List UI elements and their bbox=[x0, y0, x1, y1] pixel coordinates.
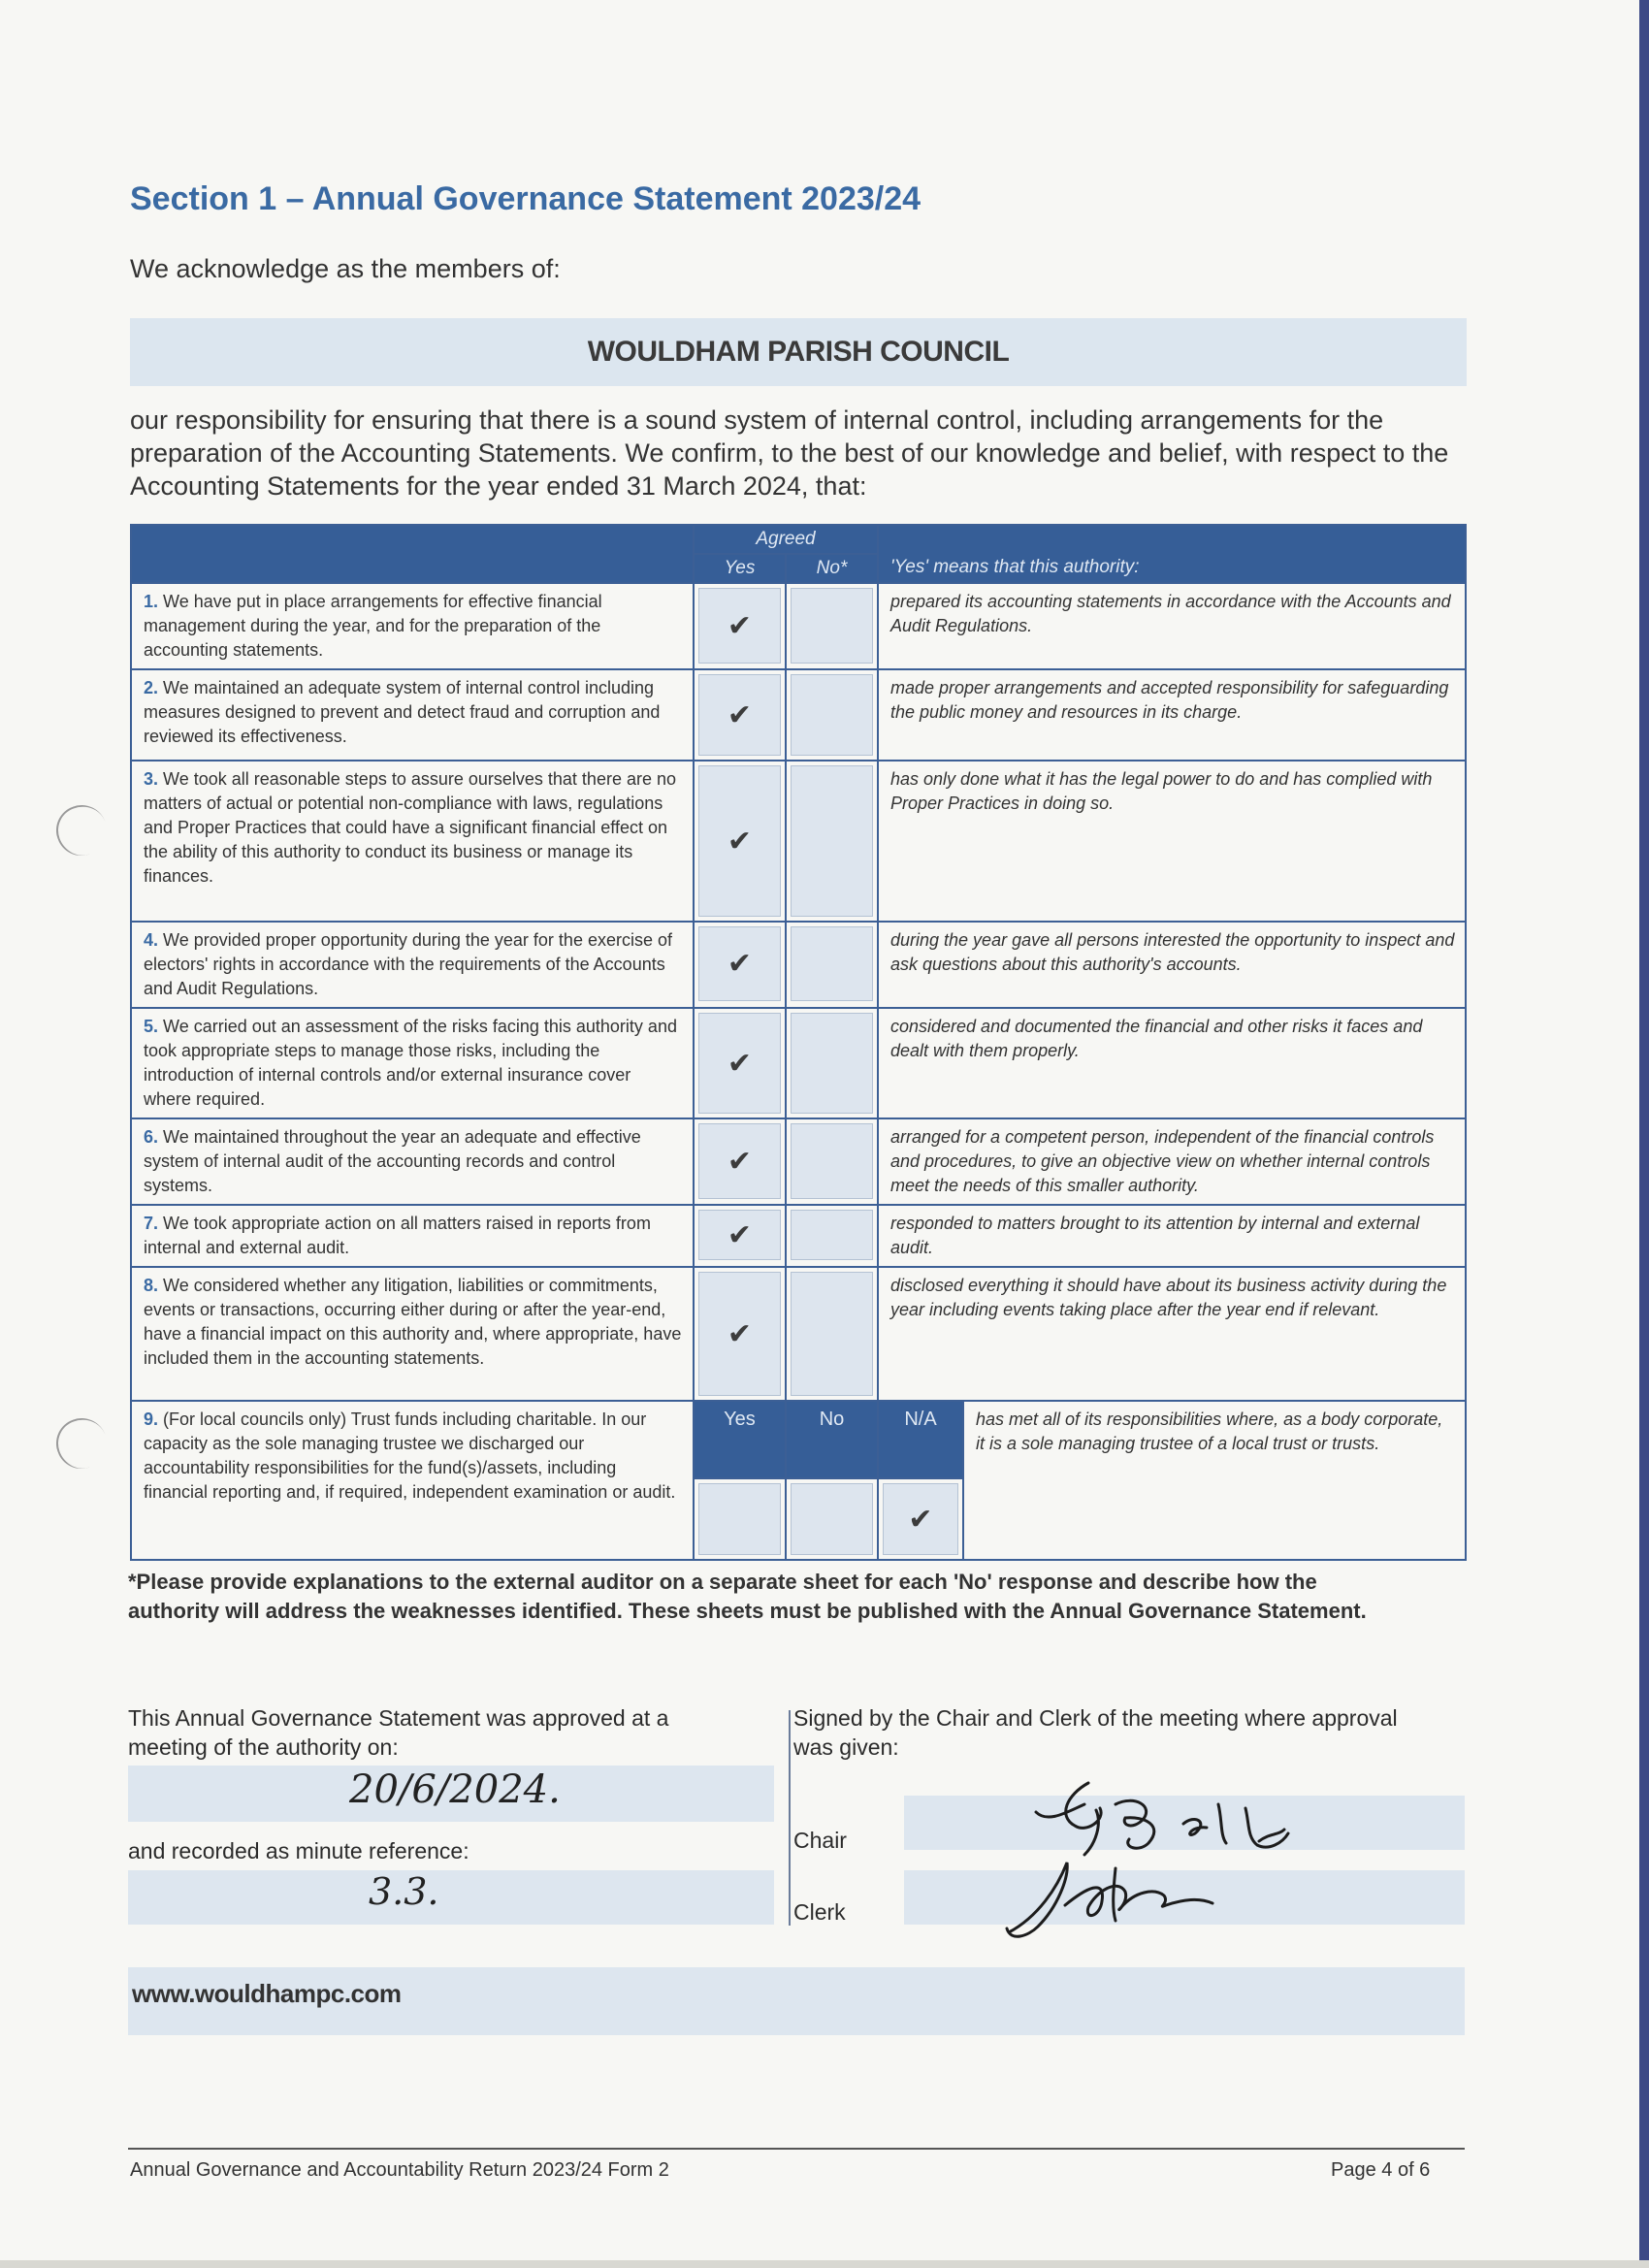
statement-text: We carried out an assessment of the risks facing this authority and took appropriate steps to manage those risks, including the introduction of internal controls and/or external insurance cover where required. bbox=[144, 1017, 677, 1109]
statement-cell bbox=[131, 1401, 694, 1560]
statement-text: (For local councils only) Trust funds including charitable. In our capacity as the sole managing trustee we discharged our accountability responsibilities for the fund(s)/assets, including financial reporting and, if required, independent examination or audit. bbox=[144, 1409, 676, 1502]
statement-number: 8. bbox=[144, 1276, 159, 1295]
trust-na-cell bbox=[878, 1478, 963, 1560]
statement-text: We considered whether any litigation, liabilities or commitments, events or transactions, occurring either during or after the year-end, have a financial impact on this authority and, where appropriate, have included them in the accounting statements. bbox=[144, 1276, 682, 1368]
table-row bbox=[131, 1205, 1466, 1267]
table-row bbox=[131, 1008, 1466, 1118]
statement-number: 6. bbox=[144, 1127, 159, 1147]
statement-cell bbox=[131, 761, 694, 922]
no-cell bbox=[786, 583, 878, 669]
section-title: Section 1 – Annual Governance Statement 2023/24 bbox=[130, 180, 922, 217]
statement-number: 9. bbox=[144, 1409, 159, 1429]
yes-checkbox[interactable]: ✔ bbox=[698, 765, 781, 917]
table-header-blank bbox=[131, 525, 694, 583]
yes-cell bbox=[694, 761, 786, 922]
statement-number: 1. bbox=[144, 592, 159, 611]
table-row bbox=[131, 669, 1466, 761]
table-row bbox=[131, 922, 1466, 1008]
minute-reference-field[interactable] bbox=[128, 1870, 774, 1925]
statement-cell bbox=[131, 1118, 694, 1205]
statement-number: 7. bbox=[144, 1214, 159, 1233]
means-text: has met all of its responsibilities where, as a body corporate, it is a sole managing trustee of a local trust or trusts. bbox=[963, 1401, 1466, 1560]
no-cell bbox=[786, 1267, 878, 1401]
no-cell bbox=[786, 1008, 878, 1118]
statement-text: We have put in place arrangements for effective financial management during the year, and for the preparation of the accounting statements. bbox=[144, 592, 602, 660]
trust-na-checkbox[interactable]: ✔ bbox=[883, 1483, 958, 1555]
means-text: prepared its accounting statements in accordance with the Accounts and Audit Regulations. bbox=[878, 583, 1466, 669]
no-checkbox[interactable] bbox=[791, 1272, 873, 1396]
means-text: made proper arrangements and accepted responsibility for safeguarding the public money and resources in its charge. bbox=[878, 669, 1466, 761]
yes-cell bbox=[694, 1267, 786, 1401]
column-divider bbox=[789, 1710, 791, 1926]
trust-no-checkbox[interactable] bbox=[791, 1483, 873, 1555]
intro-text: We acknowledge as the members of: bbox=[130, 254, 561, 283]
footer-page-number: Page 4 of 6 bbox=[1331, 2159, 1431, 2181]
no-cell bbox=[786, 1205, 878, 1267]
statement-text: We maintained throughout the year an adequate and effective system of internal audit of the accounting records and control systems. bbox=[144, 1127, 641, 1195]
means-text: arranged for a competent person, independent of the financial controls and procedures, to give an objective view on whether internal controls meet the needs of this smaller authority. bbox=[878, 1118, 1466, 1205]
statement-text: We took all reasonable steps to assure ourselves that there are no matters of actual or potential non-compliance with laws, regulations and Proper Practices that could have a significant financial effect on the ability of this authority to conduct its business or manage its finances. bbox=[144, 769, 677, 886]
no-checkbox[interactable] bbox=[791, 588, 873, 664]
yes-cell bbox=[694, 1118, 786, 1205]
chair-signature bbox=[1028, 1766, 1348, 1863]
no-checkbox[interactable] bbox=[791, 1013, 873, 1114]
table-row bbox=[131, 1118, 1466, 1205]
yes-checkbox[interactable]: ✔ bbox=[698, 1013, 781, 1114]
yes-header: Yes bbox=[694, 554, 786, 583]
statement-cell bbox=[131, 1267, 694, 1401]
yes-checkbox[interactable]: ✔ bbox=[698, 1210, 781, 1260]
yes-cell bbox=[694, 583, 786, 669]
no-checkbox[interactable] bbox=[791, 1123, 873, 1199]
authority-name-field[interactable] bbox=[130, 318, 1467, 386]
trust-yes-cell bbox=[694, 1478, 786, 1560]
yes-checkbox[interactable]: ✔ bbox=[698, 1272, 781, 1396]
statement-text: We took appropriate action on all matters raised in reports from internal and external audit. bbox=[144, 1214, 651, 1257]
yes-checkbox[interactable]: ✔ bbox=[698, 1123, 781, 1199]
approved-text: This Annual Governance Statement was approved at a meeting of the authority on: bbox=[128, 1705, 669, 1760]
no-cell bbox=[786, 922, 878, 1008]
clerk-signature bbox=[999, 1849, 1251, 1946]
yes-checkbox[interactable]: ✔ bbox=[698, 926, 781, 1001]
statement-cell bbox=[131, 922, 694, 1008]
trust-yes-checkbox[interactable] bbox=[698, 1483, 781, 1555]
page-edge-bottom bbox=[0, 2260, 1649, 2268]
means-text: responded to matters brought to its attention by internal and external audit. bbox=[878, 1205, 1466, 1267]
website-address: www.wouldhampc.com bbox=[132, 1979, 402, 2008]
no-cell bbox=[786, 669, 878, 761]
authority-name: WOULDHAM PARISH COUNCIL bbox=[587, 336, 1010, 368]
chair-label: Chair bbox=[793, 1828, 847, 1853]
trust-no-cell bbox=[786, 1478, 878, 1560]
statement-number: 3. bbox=[144, 769, 159, 789]
punch-hole bbox=[49, 1411, 114, 1476]
no-checkbox[interactable] bbox=[791, 674, 873, 756]
statement-number: 4. bbox=[144, 930, 159, 950]
footnote: *Please provide explanations to the external auditor on a separate sheet for each 'No' response and describe how the authority will address the weaknesses identified. These sheets must be published with the Annual Governance Statement. bbox=[128, 1570, 1367, 1623]
clerk-label: Clerk bbox=[793, 1899, 846, 1925]
yes-cell bbox=[694, 1008, 786, 1118]
no-checkbox[interactable] bbox=[791, 1210, 873, 1260]
minute-reference-label: and recorded as minute reference: bbox=[128, 1838, 469, 1863]
yes-cell bbox=[694, 922, 786, 1008]
no-header: No* bbox=[786, 554, 878, 583]
statement-text: We provided proper opportunity during the year for the exercise of electors' rights in accordance with the requirements of the Accounts and Audit Regulations. bbox=[144, 930, 672, 998]
means-text: during the year gave all persons interested the opportunity to inspect and ask questions about this authority's accounts. bbox=[878, 922, 1466, 1008]
table-row bbox=[131, 1401, 1466, 1478]
no-cell bbox=[786, 761, 878, 922]
no-checkbox[interactable] bbox=[791, 765, 873, 917]
statement-number: 5. bbox=[144, 1017, 159, 1036]
statement-cell bbox=[131, 669, 694, 761]
means-text: disclosed everything it should have about its business activity during the year including events taking place after the year end if relevant. bbox=[878, 1267, 1466, 1401]
statement-cell bbox=[131, 1205, 694, 1267]
trust-yes-header: Yes bbox=[694, 1401, 786, 1478]
means-text: considered and documented the financial and other risks it faces and dealt with them properly. bbox=[878, 1008, 1466, 1118]
trust-na-header: N/A bbox=[878, 1401, 963, 1478]
means-header: 'Yes' means that this authority: bbox=[878, 525, 1466, 583]
yes-checkbox[interactable]: ✔ bbox=[698, 674, 781, 756]
footer-form-name: Annual Governance and Accountability Return 2023/24 Form 2 bbox=[130, 2159, 669, 2181]
page-edge bbox=[1639, 0, 1649, 2268]
signed-text: Signed by the Chair and Clerk of the meeting where approval was given: bbox=[793, 1705, 1398, 1760]
yes-checkbox[interactable]: ✔ bbox=[698, 588, 781, 664]
no-checkbox[interactable] bbox=[791, 926, 873, 1001]
responsibility-paragraph: our responsibility for ensuring that there is a sound system of internal control, including arrangements for the preparation of the Accounting Statements. We confirm, to the best of our knowledge and belief, with respect to the Accounting Statements for the year ended 31 March 2024, that: bbox=[130, 405, 1449, 501]
meeting-date: 20/6/2024. bbox=[349, 1767, 561, 1812]
statement-cell bbox=[131, 1008, 694, 1118]
means-text: has only done what it has the legal power to do and has complied with Proper Practices in doing so. bbox=[878, 761, 1466, 922]
governance-table bbox=[130, 524, 1467, 1561]
agreed-header: Agreed bbox=[694, 525, 878, 554]
yes-cell bbox=[694, 1205, 786, 1267]
footer-rule bbox=[128, 2148, 1465, 2150]
no-cell bbox=[786, 1118, 878, 1205]
statement-text: We maintained an adequate system of internal control including measures designed to prevent and detect fraud and corruption and reviewed its effectiveness. bbox=[144, 678, 661, 746]
statement-cell bbox=[131, 583, 694, 669]
trust-no-header: No bbox=[786, 1401, 878, 1478]
yes-cell bbox=[694, 669, 786, 761]
table-row bbox=[131, 583, 1466, 669]
statement-number: 2. bbox=[144, 678, 159, 697]
punch-hole bbox=[49, 798, 114, 863]
table-row bbox=[131, 761, 1466, 922]
table-row bbox=[131, 1267, 1466, 1401]
minute-reference: 3.3. bbox=[369, 1870, 439, 1913]
